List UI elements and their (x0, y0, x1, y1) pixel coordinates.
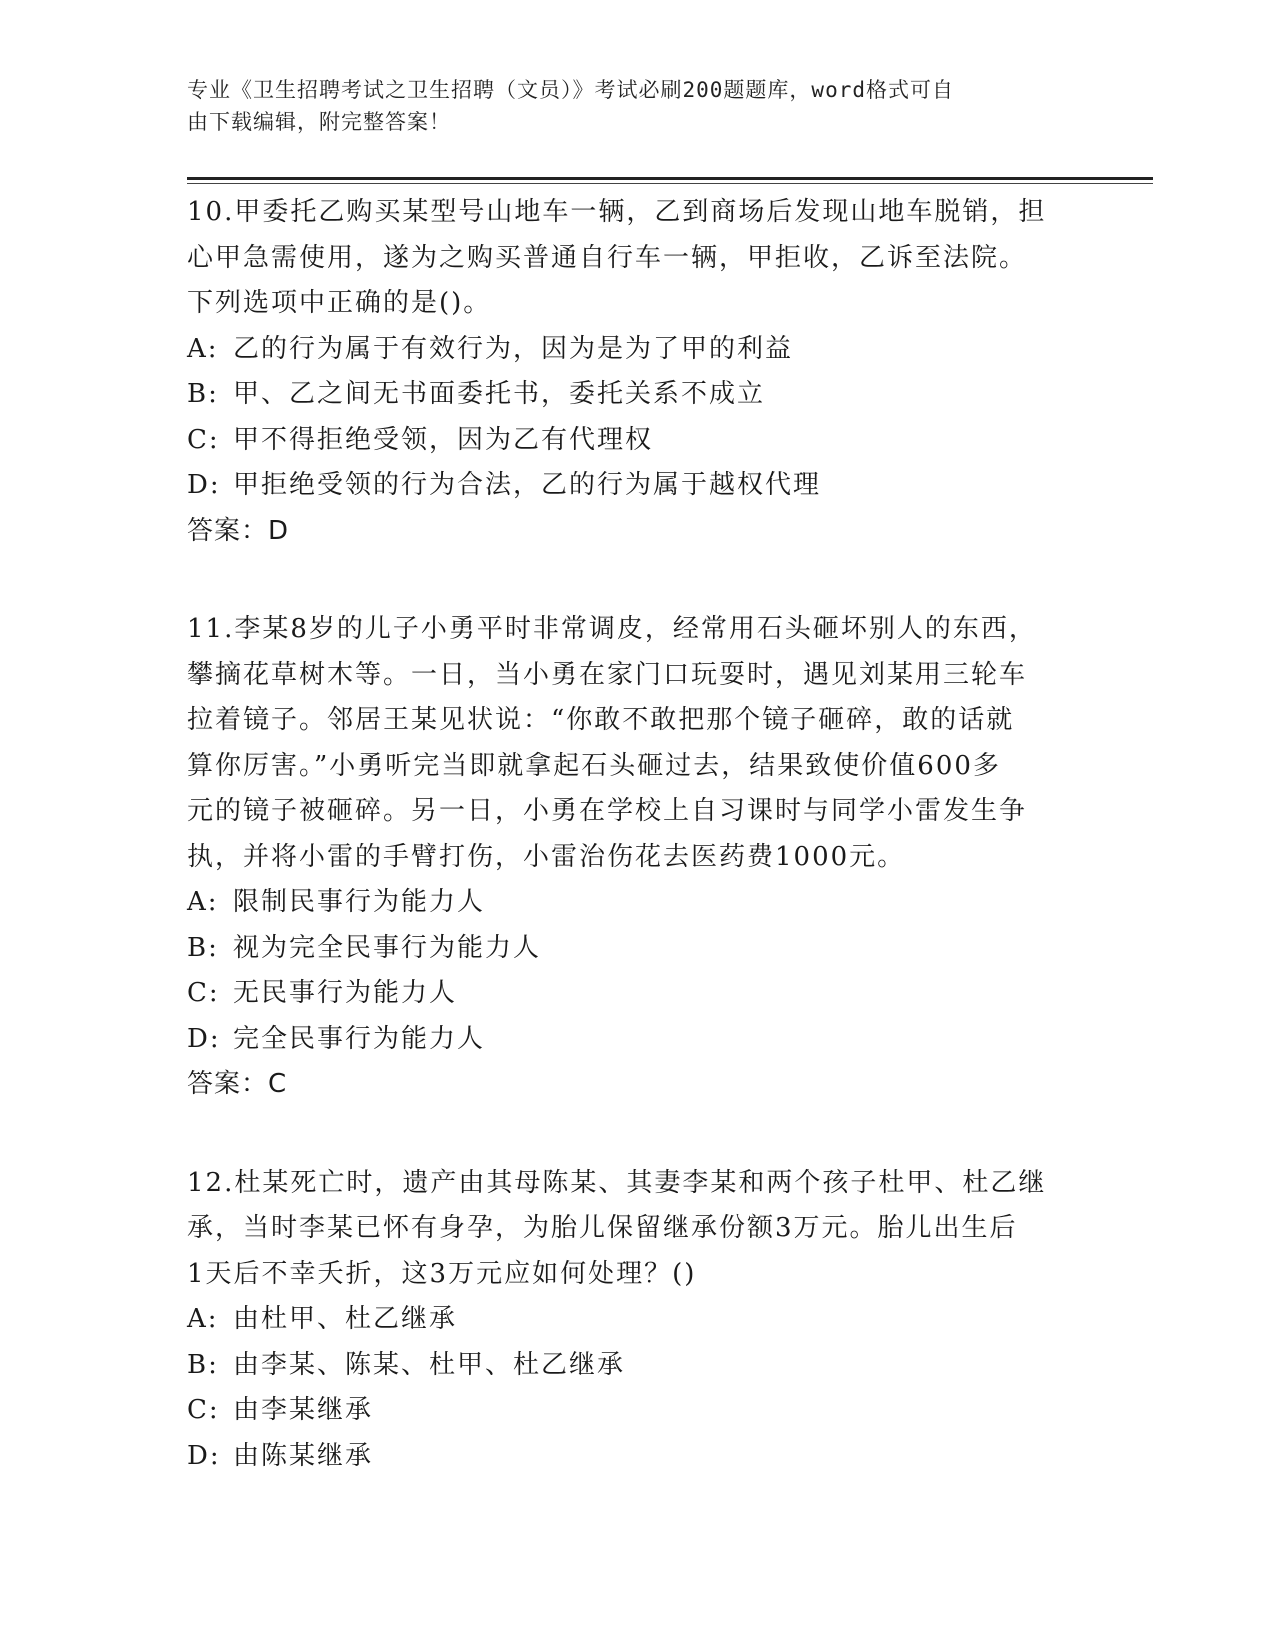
question-10 (187, 190, 1087, 554)
question-stem-line: 攀摘花草树木等。一日，当小勇在家门口玩耍时，遇见刘某用三轮车 (187, 659, 1028, 690)
option-letter: B: (187, 932, 219, 963)
option-text: 由李某、陈某、杜甲、杜乙继承 (233, 1349, 626, 1380)
option-letter: C: (187, 1395, 220, 1425)
question-12 (187, 1161, 1087, 1480)
question-stem-line: 12.杜某死亡时，遗产由其母陈某、其妻李某和两个孩子杜甲、杜乙继 (187, 1167, 1047, 1198)
question-stem-line: 11.李某8岁的儿子小勇平时非常调皮，经常用石头砸坏别人的东西， (187, 614, 1037, 644)
option-c (187, 971, 1087, 1017)
header-title-line-2: 由下载编辑，附完整答案！ (187, 110, 451, 134)
answer-label: 答案：D (187, 515, 290, 546)
option-letter: C: (187, 978, 220, 1008)
option-b (187, 926, 1087, 972)
question-stem-line: 下列选项中正确的是()。 (187, 288, 492, 318)
option-text: 限制民事行为能力人 (233, 887, 486, 917)
question-stem-line: 拉着镜子。邻居王某见状说：“你敢不敢把那个镜子砸碎，敢的话就 (187, 705, 1015, 735)
question-stem-line: 1天后不幸夭折，这3万元应如何处理？() (187, 1258, 697, 1289)
document-header (187, 74, 1067, 138)
question-stem-line: 10.甲委托乙购买某型号山地车一辆，乙到商场后发现山地车脱销，担 (187, 197, 1047, 227)
option-text: 完全民事行为能力人 (233, 1023, 486, 1054)
option-letter: B: (187, 1349, 219, 1380)
question-stem-line: 元的镜子被砸碎。另一日，小勇在学校上自习课时与同学小雷发生争 (187, 796, 1028, 826)
answer-label: 答案：C (187, 1069, 288, 1099)
header-divider-thin (187, 183, 1153, 184)
option-a (187, 1297, 1087, 1343)
question-11 (187, 607, 1087, 1108)
option-text: 视为完全民事行为能力人 (233, 932, 542, 963)
option-a (187, 880, 1087, 926)
questions-list (187, 190, 1087, 1532)
header-divider-thick (187, 177, 1153, 180)
option-letter: D: (187, 1440, 221, 1471)
option-c (187, 418, 1087, 464)
option-letter: D: (187, 470, 221, 500)
option-letter: A: (187, 887, 219, 917)
option-text: 乙的行为属于有效行为，因为是为了甲的利益 (233, 333, 794, 364)
option-letter: B: (187, 379, 219, 409)
option-text: 无民事行为能力人 (233, 978, 458, 1008)
option-b (187, 372, 1087, 418)
option-letter: A: (187, 1304, 219, 1334)
option-text: 由杜甲、杜乙继承 (233, 1304, 458, 1334)
option-letter: D: (187, 1023, 221, 1054)
option-letter: C: (187, 424, 220, 455)
header-title-line-1: 专业《卫生招聘考试之卫生招聘（文员）》考试必刷200题题库，word格式可自 (187, 78, 954, 102)
option-text: 甲不得拒绝受领，因为乙有代理权 (233, 424, 654, 455)
option-d (187, 463, 1087, 509)
option-a (187, 327, 1087, 373)
question-stem-line: 算你厉害。”小勇听完当即就拿起石头砸过去，结果致使价值600多 (187, 750, 1001, 781)
option-text: 由陈某继承 (233, 1440, 374, 1471)
option-b (187, 1343, 1087, 1389)
option-text: 甲、乙之间无书面委托书，委托关系不成立 (233, 379, 766, 409)
option-d (187, 1017, 1087, 1063)
question-stem-line: 心甲急需使用，遂为之购买普通自行车一辆，甲拒收，乙诉至法院。 (187, 242, 1028, 273)
option-letter: A: (187, 333, 219, 364)
option-c (187, 1388, 1087, 1434)
option-text: 由李某继承 (233, 1395, 374, 1425)
option-d (187, 1434, 1087, 1480)
question-stem-line: 承，当时李某已怀有身孕，为胎儿保留继承份额3万元。胎儿出生后 (187, 1213, 1018, 1243)
option-text: 甲拒绝受领的行为合法，乙的行为属于越权代理 (233, 470, 822, 500)
question-stem-line: 执，并将小雷的手臂打伤，小雷治伤花去医药费1000元。 (187, 841, 906, 872)
